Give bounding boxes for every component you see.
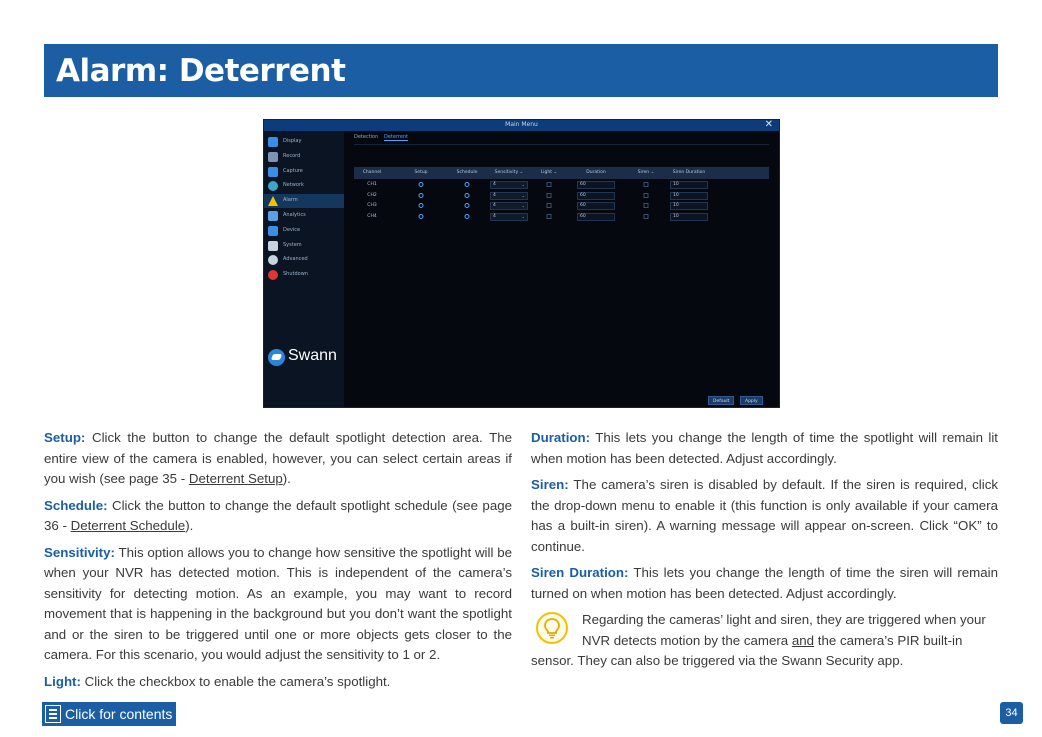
duration-text: This lets you change the length of time the spotlight will remain lit when motion has been detected. Adjust accordingly.: [531, 430, 998, 466]
column-header-sensitivity: Sensitivity ⌄: [494, 170, 524, 175]
schedule-gear-icon[interactable]: [465, 182, 470, 187]
swann-logo-mark-icon: [268, 349, 285, 366]
siren-duration-paragraph: [531, 563, 998, 604]
tip-line-2: [531, 631, 998, 652]
tab-divider: [354, 144, 769, 145]
schedule-term: Schedule:: [44, 497, 108, 513]
light-checkbox[interactable]: [547, 182, 552, 187]
sensitivity-select[interactable]: [490, 213, 528, 221]
tab-deterrent[interactable]: Deterrent: [384, 134, 409, 140]
siren-duration-value: 10: [673, 192, 679, 198]
duration-value: 60: [580, 182, 586, 187]
chevron-down-icon: ⌄: [521, 203, 525, 208]
sidebar-item-alarm[interactable]: [264, 194, 344, 208]
channel-cell: CH2: [367, 192, 377, 198]
siren-checkbox[interactable]: [644, 203, 649, 208]
title-banner: [44, 44, 998, 97]
channel-cell: CH4: [367, 213, 377, 219]
duration-value: 60: [580, 203, 586, 208]
schedule-text-end: ).: [185, 518, 194, 533]
duration-value: 60: [580, 213, 586, 219]
tip-note: [531, 610, 998, 672]
camera-icon: [268, 152, 278, 162]
page-title: Alarm: Deterrent: [56, 53, 346, 89]
sensitivity-paragraph: [44, 543, 512, 666]
network-icon: [268, 181, 278, 191]
light-term: Light:: [44, 673, 81, 689]
sensitivity-term: Sensitivity:: [44, 544, 115, 560]
chevron-down-icon: ⌄: [521, 213, 525, 219]
siren-duration-value: 10: [673, 182, 679, 187]
default-button[interactable]: Default: [708, 396, 734, 405]
siren-checkbox[interactable]: [644, 214, 649, 219]
setup-text-end: ).: [282, 471, 291, 486]
sidebar-item-record[interactable]: [264, 150, 344, 164]
deterrent-table-header: [354, 167, 769, 179]
tip-line-3: sensor. They can also be triggered via the Swann Security app.: [531, 653, 904, 668]
table-row: [354, 180, 769, 190]
schedule-gear-icon[interactable]: [465, 193, 470, 198]
table-row: [354, 191, 769, 201]
duration-paragraph: [531, 428, 998, 469]
sensitivity-select[interactable]: [490, 192, 528, 200]
apply-button[interactable]: Apply: [740, 396, 763, 405]
window-titlebar: [264, 120, 779, 131]
setup-gear-icon[interactable]: [419, 182, 424, 187]
table-row: [354, 201, 769, 211]
sidebar-item-shutdown[interactable]: [264, 268, 344, 282]
tip-text-rest-a: the camera’s PIR built-in: [814, 632, 963, 648]
duration-field[interactable]: [577, 213, 615, 221]
setup-term: Setup:: [44, 430, 86, 445]
setup-gear-icon[interactable]: [419, 193, 424, 198]
duration-term: Duration:: [531, 430, 591, 445]
close-icon[interactable]: ✕: [764, 119, 773, 130]
setup-gear-icon[interactable]: [419, 203, 424, 208]
schedule-gear-icon[interactable]: [465, 203, 470, 208]
tip-and: and: [791, 632, 815, 648]
chevron-down-icon: ⌄: [521, 182, 525, 187]
sidebar-item-display[interactable]: [264, 135, 344, 149]
tab-detection[interactable]: Detection: [354, 134, 379, 140]
click-for-contents-button[interactable]: [42, 702, 176, 726]
sidebar-item-label: Alarm: [283, 197, 298, 204]
shield-icon: [268, 255, 278, 265]
siren-checkbox[interactable]: [644, 193, 649, 198]
siren-checkbox[interactable]: [644, 182, 649, 187]
sidebar-item-label: Network: [283, 182, 304, 189]
sidebar-item-device[interactable]: [264, 224, 344, 238]
sensitivity-value: 4: [493, 213, 496, 219]
light-text: Click the checkbox to enable the camera’s spotlight.: [80, 673, 391, 689]
column-header-siren: Siren ⌄: [637, 170, 655, 175]
siren-duration-value: 10: [673, 213, 679, 219]
sidebar-item-label: System: [283, 241, 302, 248]
column-header-schedule: Schedule: [456, 170, 478, 175]
sidebar-item-analytics[interactable]: [264, 209, 344, 223]
window-title: Main Menu: [505, 121, 538, 128]
sensitivity-select[interactable]: [490, 181, 528, 189]
deterrent-schedule-link[interactable]: Deterrent Schedule: [70, 518, 186, 533]
siren-duration-field[interactable]: [670, 202, 708, 210]
channel-cell: CH3: [367, 203, 377, 208]
light-checkbox[interactable]: [547, 214, 552, 219]
siren-duration-field[interactable]: [670, 181, 708, 189]
light-checkbox[interactable]: [547, 193, 552, 198]
swann-logo: [268, 346, 344, 370]
table-row: [354, 212, 769, 222]
device-icon: [268, 226, 278, 236]
nvr-main-menu-screenshot: [263, 119, 780, 408]
siren-duration-term: Siren Duration:: [531, 565, 629, 580]
siren-duration-field[interactable]: [670, 192, 708, 200]
setup-text: Click the button to change the default spotlight detection area. The entire view of the camera is enabled, however, you can select certain areas if you wish (see page 35 -: [44, 430, 512, 486]
duration-field[interactable]: [577, 202, 615, 210]
light-paragraph: [44, 672, 512, 693]
power-icon: [268, 270, 278, 280]
duration-field[interactable]: [577, 181, 615, 189]
setup-gear-icon[interactable]: [419, 214, 424, 219]
sidebar-item-label: Analytics: [283, 212, 306, 218]
warning-icon: [268, 196, 278, 206]
nvr-main-panel: [344, 131, 780, 408]
siren-duration-value: 10: [673, 203, 679, 208]
swann-logo-text: Swann: [288, 347, 337, 364]
sidebar-item-label: Advanced: [283, 256, 308, 263]
nvr-sidebar: [264, 131, 344, 408]
sensitivity-text: This option allows you to change how sensitive the spotlight will be when your NVR has detected motion. This is independent of the camera’s sensitivity for detecting motion. As an example, you may want to record movement that is happening in the background but you don’t want the spotlight and or the siren to be triggered until one or more objects gets closer to the camera. For this scenario, you would adjust the sensitivity to 1 or 2.: [44, 544, 512, 662]
schedule-text: Click the button to change the default spotlight schedule (see page 36 -: [44, 497, 512, 533]
light-checkbox[interactable]: [547, 203, 552, 208]
left-text-column: [44, 428, 512, 698]
gear-icon: [268, 241, 278, 251]
sensitivity-select[interactable]: [490, 202, 528, 210]
schedule-gear-icon[interactable]: [465, 214, 470, 219]
sidebar-item-label: Record: [283, 152, 301, 159]
sidebar-item-label: Device: [283, 226, 301, 233]
tip-text-pre: NVR detects motion by the camera: [582, 632, 792, 648]
lightbulb-icon: [536, 612, 568, 644]
siren-duration-text: This lets you change the length of time the siren will remain turned on when motion has been detected. Adjust accordingly.: [531, 565, 998, 601]
sensitivity-value: 4: [493, 192, 496, 198]
siren-duration-field[interactable]: [670, 213, 708, 221]
siren-paragraph: [531, 475, 998, 557]
duration-field[interactable]: [577, 192, 615, 200]
sidebar-item-system[interactable]: [264, 239, 344, 253]
column-header-setup: Setup: [414, 170, 428, 175]
tip-line-1: Regarding the cameras’ light and siren, they are triggered when your: [582, 612, 986, 627]
siren-term: Siren:: [531, 477, 569, 492]
column-header-light: Light ⌄: [540, 170, 558, 175]
document-list-icon: [45, 705, 61, 723]
siren-text: The camera’s siren is disabled by default. If the siren is required, click the drop-down menu to enable it (this function is only available if your camera has a built-in siren). A warning message will appear on-screen. Click “OK” to continue.: [531, 477, 998, 554]
column-header-channel: Channel: [362, 170, 382, 175]
chevron-down-icon: ⌄: [521, 192, 525, 198]
column-header-duration: Duration: [586, 170, 606, 175]
sidebar-item-advanced[interactable]: [264, 253, 344, 267]
channel-cell: CH1: [367, 182, 377, 187]
page-number: 34: [1000, 702, 1023, 724]
sensitivity-value: 4: [493, 203, 496, 208]
sidebar-item-capture[interactable]: [264, 165, 344, 179]
right-text-column: [531, 428, 998, 672]
duration-value: 60: [580, 192, 586, 198]
capture-icon: [268, 167, 278, 177]
sensitivity-value: 4: [493, 182, 496, 187]
contents-label: Click for contents: [65, 706, 173, 722]
schedule-paragraph: [44, 496, 512, 537]
sidebar-item-network[interactable]: [264, 179, 344, 193]
column-header-siren-duration: Siren Duration: [672, 170, 706, 175]
sidebar-item-label: Shutdown: [283, 271, 308, 278]
deterrent-setup-link[interactable]: Deterrent Setup: [188, 471, 283, 486]
sidebar-item-label: Capture: [283, 167, 303, 174]
sidebar-item-label: Display: [283, 138, 302, 144]
setup-paragraph: [44, 428, 512, 490]
monitor-icon: [268, 137, 278, 147]
analytics-icon: [268, 211, 278, 221]
